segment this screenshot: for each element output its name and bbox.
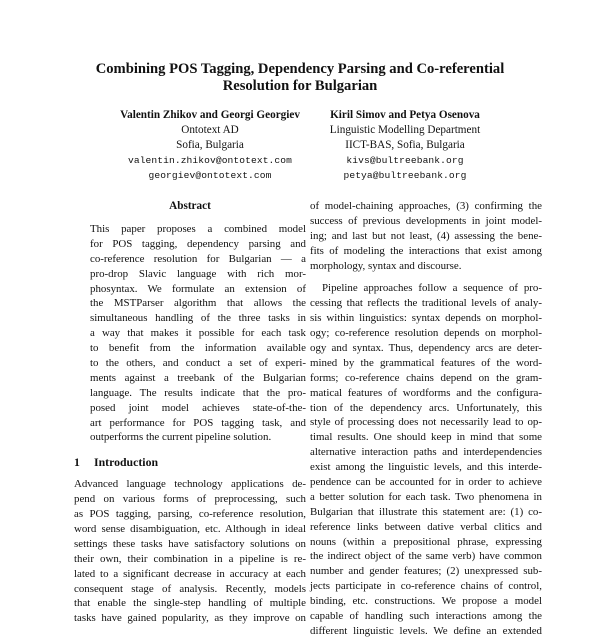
intro-line: their own, their combination in a pipeline is re- xyxy=(74,552,306,565)
introduction-body xyxy=(74,477,306,626)
abstract-line: co-reference resolution for Bulgarian — a xyxy=(90,252,306,265)
body-line: number and gender features; (2) unexpressed sub- xyxy=(310,565,542,578)
abstract-line: outperforms the current pipeline solution. xyxy=(90,431,272,444)
title-line: Combining POS Tagging, Dependency Parsing and Co-referential xyxy=(95,61,505,77)
abstract-line: ments against a treebank of the Bulgarian xyxy=(90,371,306,384)
intro-line: consequent stage of analysis. Recently, models xyxy=(74,582,306,595)
intro-line: tasks have gained popularity, as they improve on xyxy=(74,612,306,625)
body-line: nouns (within a prepositional phrase, expressing xyxy=(310,535,542,548)
author-affiliation: Ontotext AD xyxy=(181,124,239,136)
section-title: Introduction xyxy=(94,455,159,470)
abstract-line: This paper proposes a combined model xyxy=(90,223,306,235)
abstract-line: language. The results indicate that the pro- xyxy=(90,386,306,399)
section-heading-introduction xyxy=(74,455,306,469)
body-line: style of processing does not necessarily lead to op- xyxy=(310,416,542,429)
intro-line: word sense disambiguation, etc. Although in ideal xyxy=(74,523,306,536)
intro-line: lated to a significant decrease in accuracy at each xyxy=(74,567,306,580)
intro-line: settings these tasks have satisfactory solutions on xyxy=(74,537,306,550)
abstract-body xyxy=(74,222,306,445)
section-number: 1 xyxy=(74,455,80,470)
body-line: Bulgarian that illustrate this statement are: (1) co- xyxy=(310,505,542,518)
paragraph-gap xyxy=(310,273,542,281)
abstract-line: posed joint model achieves state-of-the- xyxy=(90,401,306,414)
body-line: capable of handling such interactions among the xyxy=(310,610,542,623)
body-line: different linguistic levels. We define an extended xyxy=(310,624,542,637)
right-paragraph-1 xyxy=(310,199,542,273)
author-location: Sofia, Bulgaria xyxy=(176,139,244,151)
right-paragraph-2 xyxy=(310,281,542,638)
abstract-line: art performance for POS tagging task, and xyxy=(90,416,306,429)
abstract-line: the MSTParser algorithm that allows the xyxy=(90,297,306,310)
body-line: cessing that reflects the traditional levels of analy- xyxy=(310,297,542,310)
abstract-line: phosyntax. We formulate an extension of xyxy=(90,282,306,295)
body-line: tion of the dependency arcs. Unfortunately, this xyxy=(310,401,542,414)
author-names: Valentin Zhikov and Georgi Georgiev xyxy=(120,109,300,121)
body-line: timal results. One should keep in mind that some xyxy=(310,431,542,444)
title-line: Resolution for Bulgarian xyxy=(222,78,378,94)
intro-line: Advanced language technology applications de- xyxy=(74,478,306,491)
body-line: fits of modeling the interactions that exist among xyxy=(310,244,542,257)
body-line: ogy and syntax. Thus, dependency arcs are deter- xyxy=(310,342,542,355)
body-line: reference links between dative verbal clitics and xyxy=(310,520,542,533)
body-line: binding, etc. constructions. We propose a model xyxy=(310,595,542,608)
body-line: of model-chaining approaches, (3) confirming the xyxy=(310,200,542,212)
body-line: Pipeline approaches follow a sequence of pro- xyxy=(322,282,542,295)
author-affiliation: Linguistic Modelling Department xyxy=(329,124,481,136)
abstract-line: a way that makes it possible for each task xyxy=(90,327,306,340)
intro-line: pend on various forms of preprocessing, such xyxy=(74,493,306,506)
abstract-line: simultaneous handling of the three tasks in xyxy=(90,312,306,325)
body-line: morphology, syntax and discourse. xyxy=(310,259,462,272)
body-line: forms; co-reference chains depend on the gram- xyxy=(310,371,542,384)
author-email: kivs@bultreebank.org xyxy=(346,155,464,166)
body-line: a better solution for each task. Two phenomena in xyxy=(310,490,542,503)
body-line: sis within linguistics: syntax depends on morphol- xyxy=(310,312,542,325)
author-location: IICT-BAS, Sofia, Bulgaria xyxy=(345,139,465,151)
intro-line: as POS tagging, parsing, co-reference resolution, xyxy=(74,508,306,521)
body-line: success of previous developments in joint model- xyxy=(310,214,542,227)
author-block-left xyxy=(90,108,330,183)
intro-line: that enable the single-step handling of multiple xyxy=(74,597,306,610)
paper-title xyxy=(60,61,540,95)
abstract-line: to benefit from the information available xyxy=(90,342,306,355)
body-line: mined by the grammatical features of the word- xyxy=(310,356,542,369)
body-line: the indirect object of the same verb) have common xyxy=(310,550,542,563)
author-email: georgiev@ontotext.com xyxy=(148,170,272,181)
abstract-heading: Abstract xyxy=(169,200,211,212)
abstract-line: for POS tagging, dependency parsing and xyxy=(90,237,306,250)
abstract-line: pro-drop Slavic language with rich mor- xyxy=(90,267,306,280)
body-line: matical features of wordforms and the configura- xyxy=(310,386,542,399)
left-column xyxy=(74,199,306,626)
abstract-line: to the others, and conduct a set of experi- xyxy=(90,357,306,370)
body-line: pendence can be accounted for in order to achieve xyxy=(310,476,542,489)
body-line: jects participate in co-reference chains of control, xyxy=(310,580,542,593)
body-line: ogy; co-reference resolution depends on morphol- xyxy=(310,327,542,340)
body-line: alternative interaction paths and interdependencies xyxy=(310,446,542,459)
author-email: petya@bultreebank.org xyxy=(343,170,467,181)
body-line: ing; and last but not least, (4) assessing the bene- xyxy=(310,229,542,242)
author-block-right xyxy=(300,108,510,183)
body-line: exist among the linguistic levels, and this interde- xyxy=(310,461,542,474)
right-column xyxy=(310,199,542,639)
author-email: valentin.zhikov@ontotext.com xyxy=(127,155,292,166)
author-names: Kiril Simov and Petya Osenova xyxy=(330,109,480,121)
